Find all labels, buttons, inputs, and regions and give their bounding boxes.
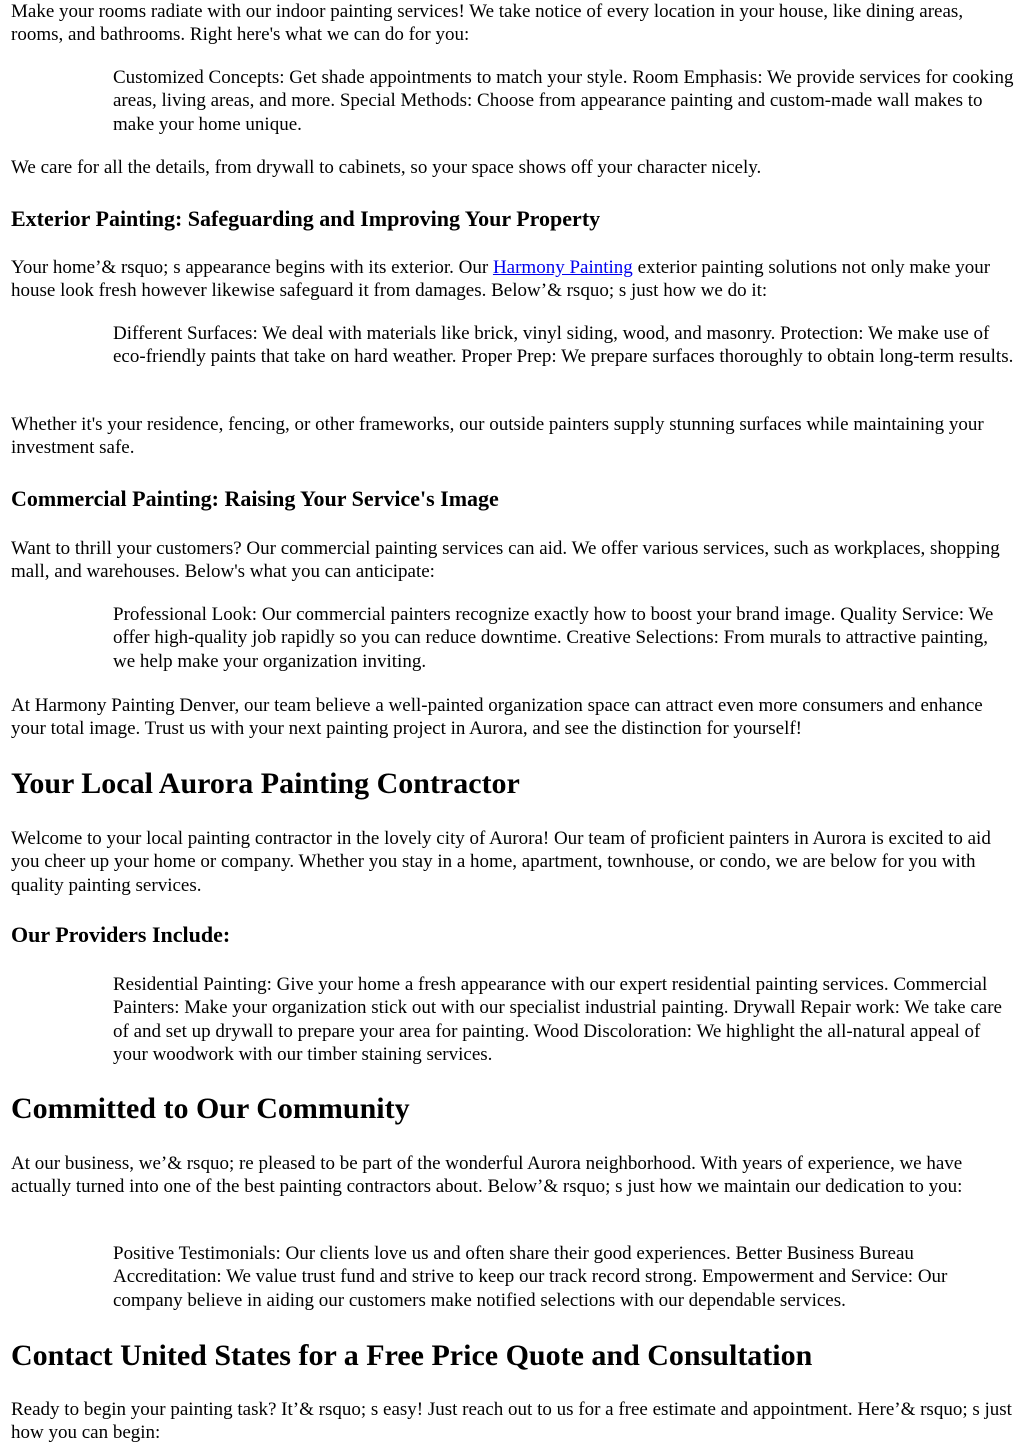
commercial-intro-paragraph: Want to thrill your customers? Our commercial painting services can aid. We offer various services, such as workplaces, shopping mall, and warehouses. Below's what you can anticipate: (11, 538, 1000, 583)
exterior-intro-text-a: Your home’& rsquo; s appearance begins with its exterior. Our (11, 257, 493, 278)
exterior-intro-paragraph (11, 256, 1014, 303)
exterior-intro-text-b: exterior painting solutions not only make your house look fresh however likewise safeguard it from damages. Below’& rsquo; s just how we do it: (11, 257, 991, 302)
local-contractor-heading: Your Local Aurora Painting Contractor (11, 767, 520, 800)
providers-list: Residential Painting: Give your home a fresh appearance with our expert residential painting services. Commercial Painters: Make your organization stick out with our specialist industrial painting. Drywall Repair work: We take care of and set up drywall to prepare your area for painting. Wood Discoloration: We highlight the all-natural appeal of your woodwork with our timber staining services. (113, 974, 1002, 1066)
intro-paragraph: Make your rooms radiate with our indoor painting services! We take notice of every location in your house, like dining areas, rooms, and bathrooms. Right here's what we can do for you: (11, 1, 964, 46)
commercial-services-list: Professional Look: Our commercial painters recognize exactly how to boost your brand image. Quality Service: We offer high-quality job rapidly so you can reduce downtime. Creative Selections: From murals to attractive painting, we help make your organization inviting. (113, 604, 994, 672)
local-intro-paragraph: Welcome to your local painting contractor in the lovely city of Aurora! Our team of proficient painters in Aurora is excited to aid you cheer up your home or company. Whether you stay in a home, apartment, townhouse, or condo, we are below for you with quality painting services. (11, 828, 991, 896)
exterior-heading: Exterior Painting: Safeguarding and Improving Your Property (11, 206, 601, 231)
community-list: Positive Testimonials: Our clients love us and often share their good experiences. Better Business Bureau Accreditation: We value trust fund and strive to keep our track record strong. Empowerment and Service: Our company believe in aiding our customers make notified selections with our dependable services. (113, 1243, 948, 1311)
contact-heading: Contact United States for a Free Price Quote and Consultation (11, 1339, 813, 1372)
commercial-heading: Commercial Painting: Raising Your Service's Image (11, 486, 499, 511)
community-intro-paragraph: At our business, we’& rsquo; re pleased to be part of the wonderful Aurora neighborhood. With years of experience, we have actually turned into one of the best painting contractors about. Below’& rsquo; s just how we maintain our dedication to you: (11, 1153, 963, 1198)
providers-heading: Our Providers Include: (11, 922, 231, 947)
exterior-services-list: Different Surfaces: We deal with materials like brick, vinyl siding, wood, and masonry. Protection: We make use of eco-friendly paints that take on hard weather. Proper Prep: We prepare surfaces thoroughly to obtain long-term results. (113, 323, 1014, 368)
interior-closing-paragraph: We care for all the details, from drywall to cabinets, so your space shows off your character nicely. (11, 157, 762, 178)
interior-services-list: Customized Concepts: Get shade appointments to match your style. Room Emphasis: We provide services for cooking areas, living areas, and more. Special Methods: Choose from appearance painting and custom-made wall makes to make your home unique. (113, 67, 1014, 135)
exterior-closing-paragraph: Whether it's your residence, fencing, or other frameworks, our outside painters supply stunning surfaces while maintaining your investment safe. (11, 414, 984, 459)
contact-intro-paragraph: Ready to begin your painting task? It’& rsquo; s easy! Just reach out to us for a free estimate and appointment. Here’& rsquo; s just how you can begin: (11, 1399, 1012, 1444)
community-heading: Committed to Our Community (11, 1092, 410, 1125)
harmony-painting-link[interactable]: Harmony Painting (492, 257, 633, 278)
commercial-closing-paragraph: At Harmony Painting Denver, our team believe a well-painted organization space can attract even more consumers and enhance your total image. Trust us with your next painting project in Aurora, and see the distinction for yourself! (11, 695, 983, 740)
